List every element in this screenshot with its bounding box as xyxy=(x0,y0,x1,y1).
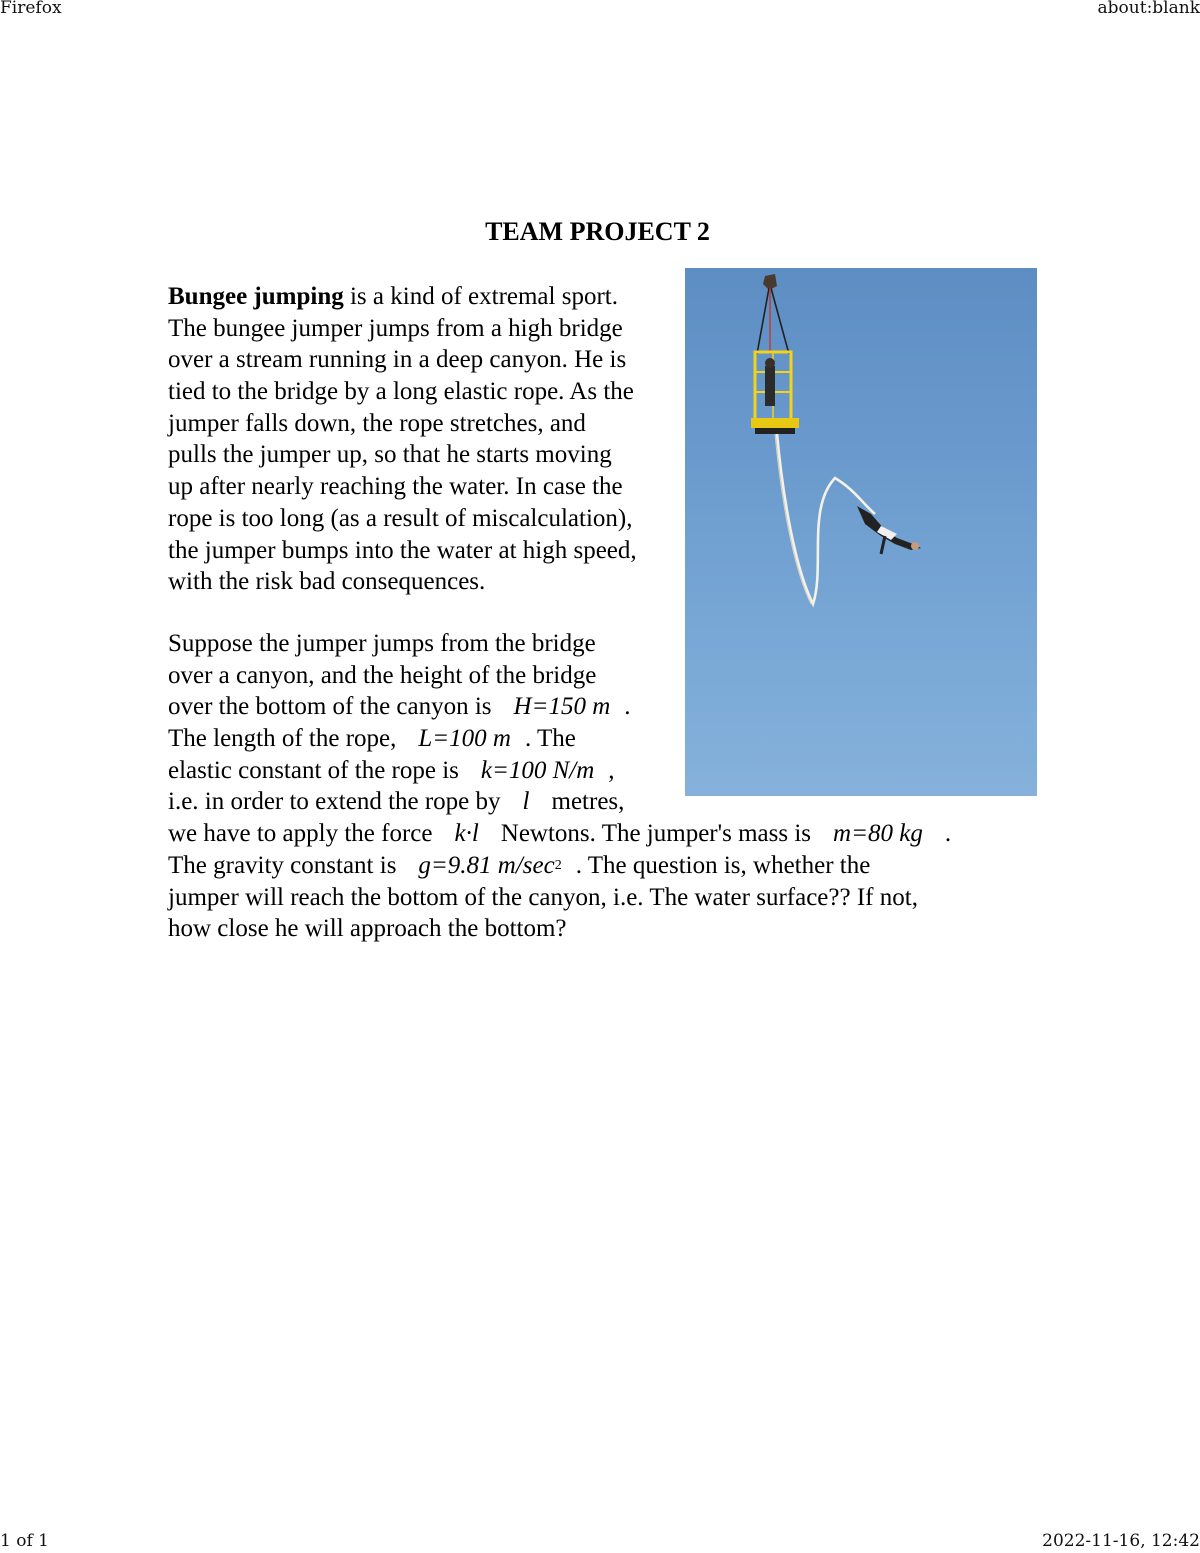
page-count: 1 of 1 xyxy=(0,1531,49,1551)
text-line: The bungee jumper jumps from a high bridge xyxy=(168,314,623,342)
text-line: we have to apply the force k·l Newtons. The jumper's mass is m=80 kg . xyxy=(168,820,952,848)
text-line: over a canyon, and the height of the bridge xyxy=(168,661,597,689)
math-extension: l xyxy=(522,788,530,816)
text-line: the jumper bumps into the water at high speed, xyxy=(168,536,637,564)
text-line: elastic constant of the rope is k=100 N/m , xyxy=(168,756,615,784)
bungee-rope-icon xyxy=(777,434,875,604)
paragraph-intro xyxy=(168,281,637,598)
text-line: The length of the rope, L=100 m . The xyxy=(168,725,576,753)
text-line: up after nearly reaching the water. In case the xyxy=(168,473,623,501)
text-line: over a stream running in a deep canyon. He is xyxy=(168,346,627,374)
text-line: rope is too long (as a result of miscalculation), xyxy=(168,504,633,532)
math-elastic-constant: k=100 N/m xyxy=(480,756,595,784)
math-exponent: 2 xyxy=(554,857,562,873)
jumper-icon xyxy=(857,506,921,554)
text-line: Bungee jumping is a kind of extremal sport. xyxy=(168,283,618,310)
text-line: jumper falls down, the rope stretches, and xyxy=(168,409,586,437)
math-mass: m=80 kg xyxy=(833,820,923,848)
cage-icon xyxy=(751,352,799,434)
document-title: TEAM PROJECT 2 xyxy=(485,217,710,246)
math-height: H=150 m xyxy=(513,693,611,721)
page-url: about:blank xyxy=(1097,0,1200,18)
text-line: how close he will approach the bottom? xyxy=(168,915,567,943)
math-force: k·l xyxy=(454,820,479,848)
text-line: The gravity constant is g=9.81 $m/\sec^2$ . The question is, whether the xyxy=(168,851,871,879)
text-line: tied to the bridge by a long elastic rope. As the xyxy=(168,378,634,406)
math-gravity: g=9.81 m/sec xyxy=(418,851,555,879)
text-line: Suppose the jumper jumps from the bridge xyxy=(168,630,596,657)
browser-app-name: Firefox xyxy=(0,0,62,18)
text-line: over the bottom of the canyon is H=150 m . xyxy=(168,693,631,721)
print-timestamp: 2022-11-16, 12:42 xyxy=(1042,1531,1200,1551)
bold-lead: Bungee jumping xyxy=(168,283,344,310)
text-line: i.e. in order to extend the rope by l metres, xyxy=(168,788,625,816)
text-line: with the risk bad consequences. xyxy=(168,568,486,596)
paragraph-problem xyxy=(168,628,951,945)
math-length: L=100 m xyxy=(418,725,511,753)
crane-hook-icon xyxy=(763,274,777,290)
text-line: jumper will reach the bottom of the canyon, i.e. The water surface?? If not, xyxy=(168,883,918,911)
text-line: pulls the jumper up, so that he starts moving xyxy=(168,441,612,469)
